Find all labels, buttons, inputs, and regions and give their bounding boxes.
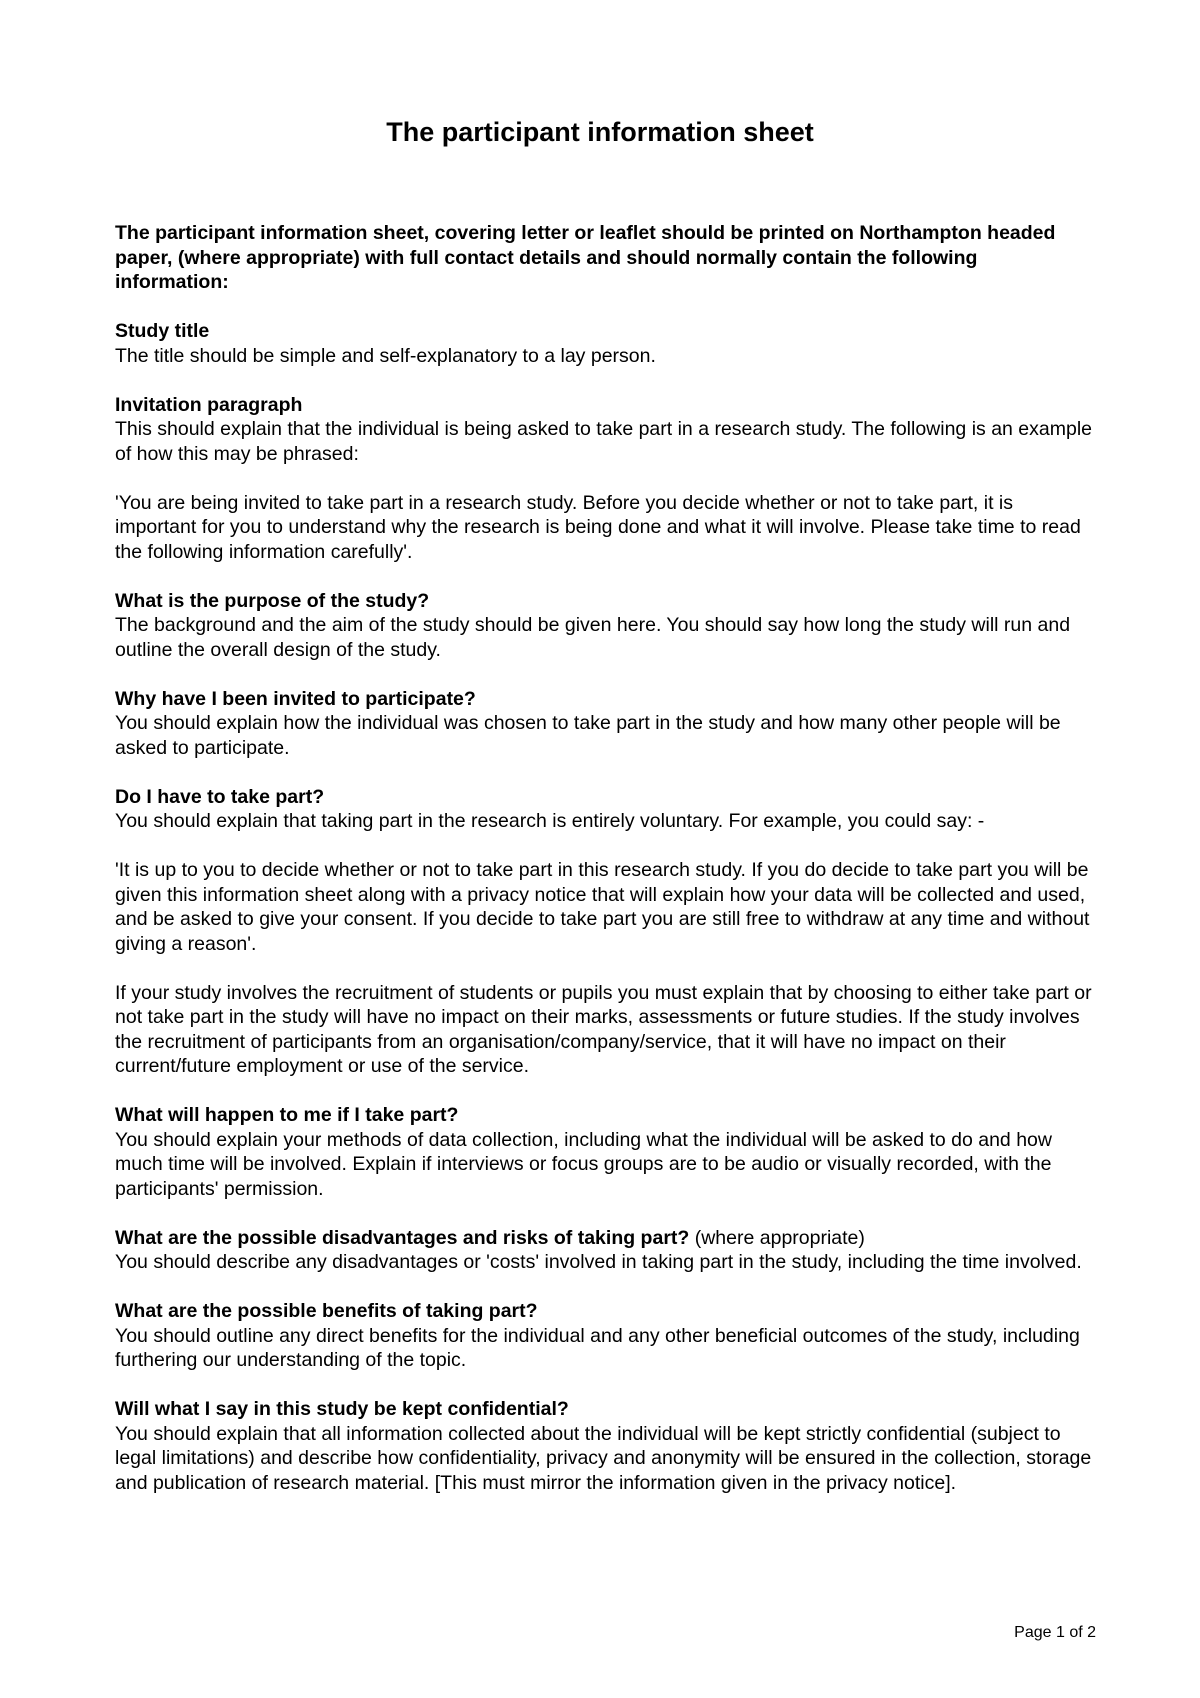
section-body: You should outline any direct benefits for the individual and any other beneficial outcomes of the study, including furthering our understanding of the topic.	[115, 1324, 1080, 1371]
section-body: The background and the aim of the study should be given here. You should say how long the study will run and outline the overall design of the study.	[115, 614, 1071, 661]
section-heading: Will what I say in this study be kept confidential?	[115, 1398, 569, 1420]
document-body	[115, 221, 1095, 1520]
page-title: The participant information sheet	[386, 117, 814, 147]
section-body: You should explain that taking part in the research is entirely voluntary. For example, you could say: -	[115, 810, 985, 832]
section-benefits	[115, 1299, 1095, 1373]
section-heading: Study title	[115, 320, 210, 342]
section-body: You should describe any disadvantages or 'costs' involved in taking part in the study, including the time involved.	[115, 1251, 1082, 1273]
section-confidential	[115, 1397, 1095, 1495]
section-heading: What will happen to me if I take part?	[115, 1104, 459, 1126]
section-take-part	[115, 785, 1095, 1079]
heading-note: (where appropriate)	[689, 1226, 865, 1249]
intro-paragraph: The participant information sheet, covering letter or leaflet should be printed on Northampton headed paper, (where appropriate) with full contact details and should normally contain the following information:	[115, 222, 1056, 293]
section-why-invited	[115, 687, 1095, 761]
section-risks	[115, 1226, 1095, 1275]
page-number: Page 1 of 2	[1014, 1624, 1096, 1641]
section-what-happens	[115, 1103, 1095, 1201]
section-heading: Why have I been invited to participate?	[115, 687, 476, 710]
section-body: You should explain how the individual was chosen to take part in the study and how many other people will be asked to participate.	[115, 712, 1061, 759]
example-quote: 'It is up to you to decide whether or not to take part in this research study. If you do decide to take part you will be given this information sheet along with a privacy notice that will explain how your data will be collected and used, and be asked to give your consent. If you decide to take part you are still free to withdraw at any time and without giving a reason'.	[115, 859, 1090, 955]
example-quote: 'You are being invited to take part in a research study. Before you decide whether or not to take part, it is important for you to understand why the research is being done and what it will involve. Please take time to read the following information carefully'.	[115, 491, 1081, 563]
section-invitation	[115, 393, 1095, 565]
section-body: This should explain that the individual is being asked to take part in a research study. The following is an example of how this may be phrased:	[115, 418, 1093, 465]
recruitment-note: If your study involves the recruitment of students or pupils you must explain that by choosing to either take part or not take part in the study will have no impact on their marks, assessments or future studies. If the study involves the recruitment of participants from an organisation/company/service, that it will have no impact on their current/future employment or use of the service.	[115, 981, 1092, 1077]
section-body: The title should be simple and self-explanatory to a lay person.	[115, 344, 656, 367]
section-heading: Do I have to take part?	[115, 785, 325, 808]
section-study-title	[115, 319, 1095, 368]
section-body: You should explain that all information collected about the individual will be kept strictly confidential (subject to legal limitations) and describe how confidentiality, privacy and anonymity will be ensured in the collection, storage and publication of research material. [This must mirror the information given in the privacy notice].	[115, 1422, 1092, 1494]
section-heading	[115, 1226, 1095, 1251]
section-heading: Invitation paragraph	[115, 393, 303, 416]
section-heading: What is the purpose of the study?	[115, 589, 430, 612]
section-purpose	[115, 589, 1095, 663]
heading-text: What are the possible disadvantages and risks of taking part?	[115, 1226, 690, 1249]
section-body: You should explain your methods of data collection, including what the individual will be asked to do and how much time will be involved. Explain if interviews or focus groups are to be audio or visually recorded, with the participants' permission.	[115, 1128, 1052, 1200]
section-heading: What are the possible benefits of taking part?	[115, 1300, 538, 1322]
